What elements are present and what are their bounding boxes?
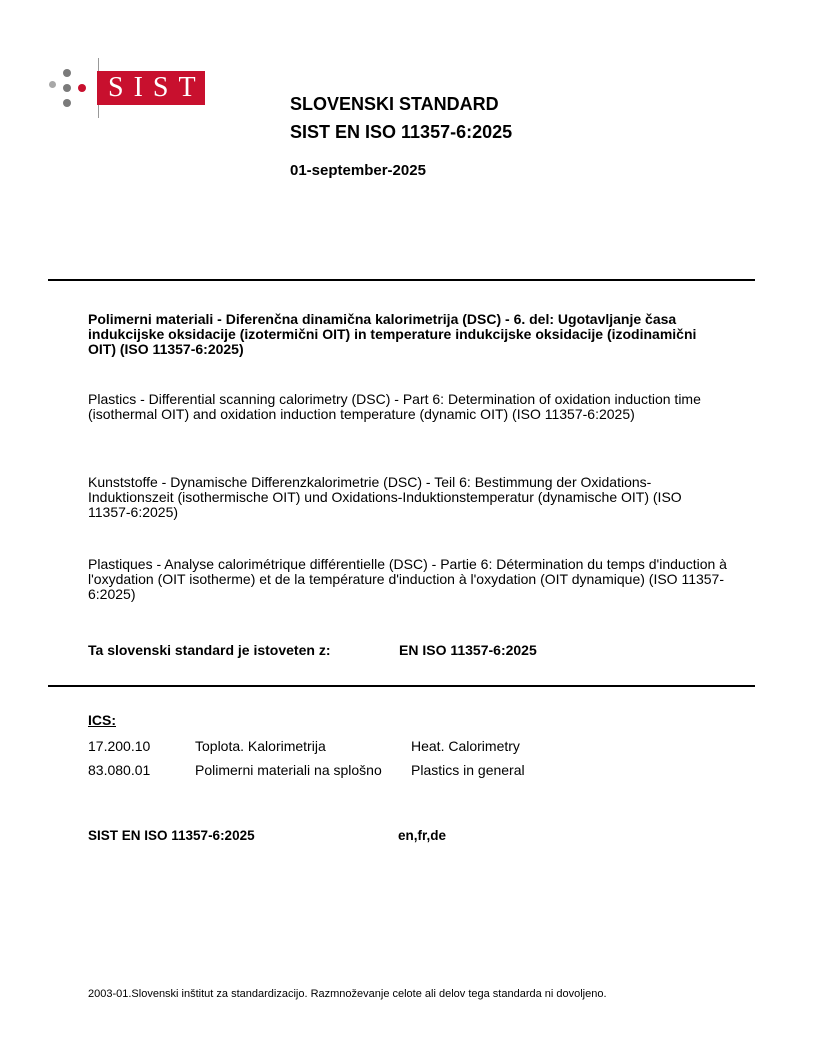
ics-label: ICS: bbox=[88, 712, 116, 728]
publication-date: 01-september-2025 bbox=[290, 162, 426, 179]
ics-code: 83.080.01 bbox=[88, 762, 151, 778]
ics-desc-sl: Polimerni materiali na splošno bbox=[195, 762, 382, 778]
ics-desc-en: Plastics in general bbox=[411, 762, 525, 778]
ics-code: 17.200.10 bbox=[88, 738, 151, 754]
logo-dot-2 bbox=[63, 69, 71, 77]
logo-dots bbox=[46, 66, 86, 110]
standard-code: SIST EN ISO 11357-6:2025 bbox=[290, 122, 513, 142]
divider-bottom bbox=[48, 685, 755, 687]
standard-type: SLOVENSKI STANDARD bbox=[290, 94, 499, 114]
copyright-footer: 2003-01.Slovenski inštitut za standardizacijo. Razmnoževanje celote ali delov tega standarda ni dovoljeno. bbox=[88, 988, 607, 1000]
logo-dot-4 bbox=[63, 84, 71, 92]
title-english: Plastics - Differential scanning calorimetry (DSC) - Part 6: Determination of oxidation induction time (isothermal OIT) and oxidation induction temperature (dynamic OIT) (ISO 11357-6:2025) bbox=[88, 391, 701, 422]
languages: en,fr,de bbox=[398, 828, 447, 843]
logo-dot-1 bbox=[49, 81, 56, 88]
ics-desc-sl: Toplota. Kalorimetrija bbox=[195, 738, 326, 754]
title-french: Plastiques - Analyse calorimétrique différentielle (DSC) - Partie 6: Détermination du temps d'induction à l'oxydation (OIT isotherme) et de la température d'induction à l'oxydation (OIT dynamique) (ISO 11357-6:2025) bbox=[88, 556, 727, 602]
ics-desc-en: Heat. Calorimetry bbox=[411, 738, 520, 754]
equivalence-value: EN ISO 11357-6:2025 bbox=[399, 642, 537, 658]
bottom-standard-code: SIST EN ISO 11357-6:2025 bbox=[88, 828, 255, 843]
title-german: Kunststoffe - Dynamische Differenzkalorimetrie (DSC) - Teil 6: Bestimmung der Oxidations-Induktionszeit (isothermische OIT) und Oxidations-Induktionstemperatur (dynamische OIT) (ISO 11357-6:2025) bbox=[88, 474, 682, 520]
equivalence-label: Ta slovenski standard je istoveten z: bbox=[88, 642, 331, 658]
title-slovenian: Polimerni materiali - Diferenčna dinamična kalorimetrija (DSC) - 6. del: Ugotavljanje časa indukcijske oksidacije (izotermični OIT) in temperature indukcijske oksidacije (izodinamični OIT) (ISO 11357-6:2025) bbox=[88, 311, 697, 357]
logo-dot-5 bbox=[63, 99, 71, 107]
logo-dot-3 bbox=[78, 84, 86, 92]
divider-top bbox=[48, 279, 755, 281]
sist-logo: SIST bbox=[97, 71, 205, 105]
